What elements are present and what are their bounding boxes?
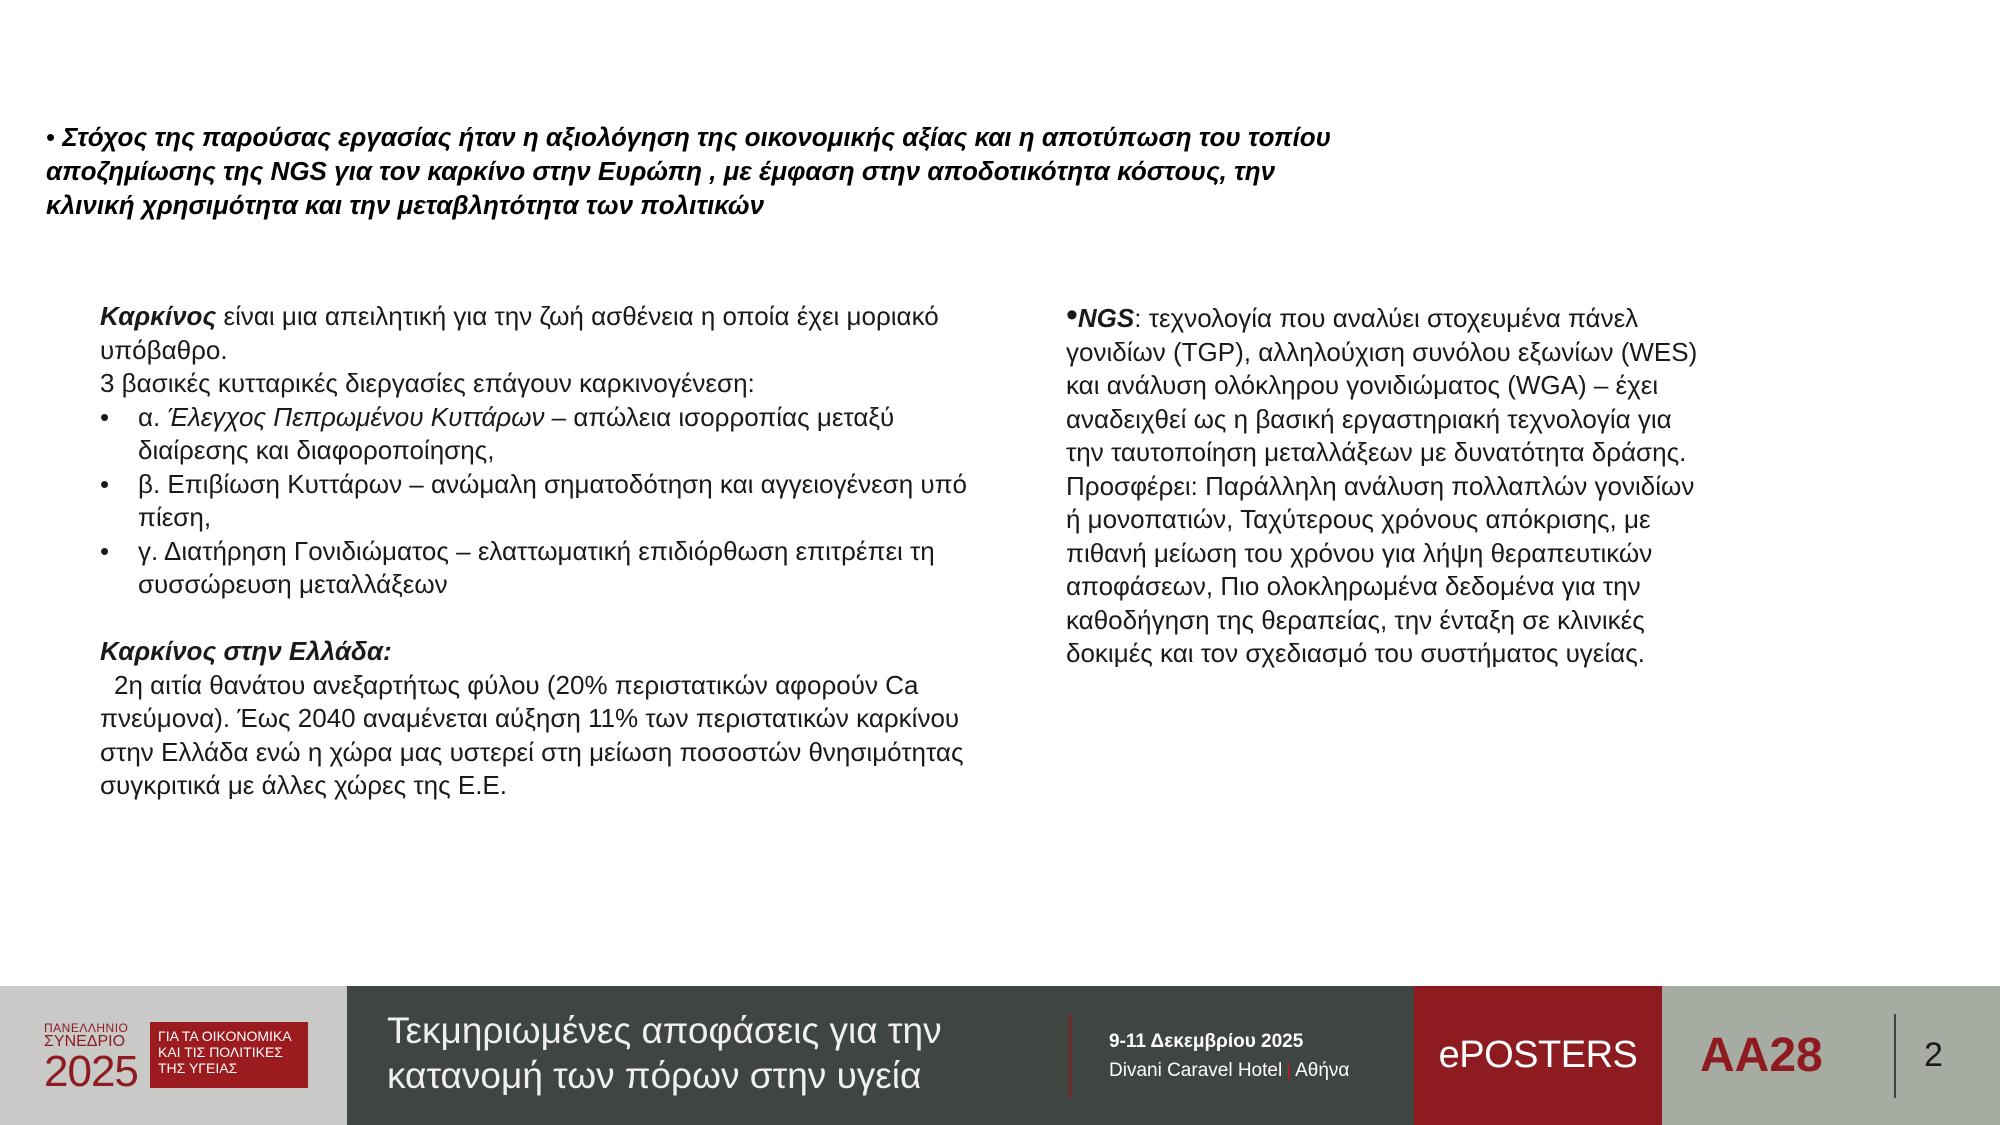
logo-line2: ΣΥΝΕΔΡΙΟ xyxy=(44,1033,126,1050)
list-item: • γ. Διατήρηση Γονιδιώματος – ελαττωματική επιδιόρθωση επιτρέπει τη συσσώρευση μεταλλάξεων xyxy=(100,535,935,599)
logo-year: 2025 xyxy=(44,1047,138,1096)
cancer-term: Καρκίνος xyxy=(100,301,217,331)
conference-dates: 9-11 Δεκεμβρίου 2025 xyxy=(1109,1031,1304,1052)
cancer-intro-text: είναι μια απειλητική για την ζωή ασθένεια η οποία έχει μοριακό υπόβαθρο. xyxy=(100,301,939,365)
list-item: • α. Έλεγχος Πεπρωμένου Κυττάρων – απώλεια ισορροπίας μεταξύ διαίρεσης και διαφοροποίησης, xyxy=(100,401,895,465)
item1-italic: Έλεγχος Πεπρωμένου Κυττάρων xyxy=(167,401,545,432)
processes-intro: 3 βασικές κυτταρικές διεργασίες επάγουν καρκινογένεση: xyxy=(100,368,755,398)
footer-bar xyxy=(0,986,2000,1125)
poster-code: AA28 xyxy=(1700,1029,1823,1082)
divider xyxy=(1894,1014,1896,1098)
divider xyxy=(1069,1014,1071,1098)
bullet-icon: • xyxy=(1066,296,1078,334)
eposters-label: ePOSTERS xyxy=(1414,986,1662,1125)
ngs-text: : τεχνολογία που αναλύει στοχευμένα πάνελ γονιδίων (TGP), αλληλούχιση συνόλου εξωνίων (WES) και ανάλυση ολόκληρου γονιδιώματος (WGA) – έχει αναδειχθεί ως η βασική εργαστηριακή τεχνολογία για την ταυτοποίηση μεταλλάξεων με δυνατότητα δράσης. Προσφέρει: Παράλληλη ανάλυση πολλαπλών γονιδίων ή μονοπατιών, Ταχύτερους χρόνους απόκρισης, με πιθανή μείωση του χρόνου για λήψη θεραπευτικών αποφάσεων, Πιο ολοκληρωμένα δεδομένα για την καθοδήγηση της θεραπείας, την ένταξη σε κλινικές δοκιμές και τον σχεδιασμό του συστήματος υγείας. xyxy=(1066,303,1698,668)
conference-logo xyxy=(0,986,347,1125)
poster-code-panel xyxy=(1662,986,2000,1125)
conference-title: Τεκμηριωμένες αποφάσεις για την κατανομή των πόρων στην υγεία xyxy=(387,1010,942,1096)
ngs-term: NGS xyxy=(1077,303,1135,333)
logo-box: ΓΙΑ ΤΑ ΟΙΚΟΝΟΜΙΚΑ ΚΑΙ ΤΙΣ ΠΟΛΙΤΙΚΕΣ ΤΗΣ ΥΓΕΙΑΣ xyxy=(150,1022,308,1088)
processes-list xyxy=(100,401,980,602)
right-column xyxy=(1066,296,1706,671)
bullet-icon: • xyxy=(100,401,110,432)
greece-heading: Καρκίνος στην Ελλάδα: xyxy=(100,636,392,666)
conference-title-panel xyxy=(347,986,1414,1125)
bullet-icon: • xyxy=(100,535,110,566)
logo-line1: ΠΑΝΕΛΛΗΝΙΟ xyxy=(44,1021,129,1035)
page-number: 2 xyxy=(1924,1036,1943,1074)
greece-text: 2η αιτία θανάτου ανεξαρτήτως φύλου (20% περιστατικών αφορούν Ca πνεύμονα). Έως 2040 αναμένεται αύξηση 11% των περιστατικών καρκίνου στην Ελλάδα ενώ η χώρα μας υστερεί στη μείωση ποσοστών θνησιμότητας συγκριτικά με άλλες χώρες της Ε.Ε. xyxy=(100,669,964,800)
left-column xyxy=(100,300,980,803)
objective-body: Στόχος της παρούσας εργασίας ήταν η αξιολόγηση της οικονομικής αξίας και η αποτύπωση του τοπίου αποζημίωσης της NGS για τον καρκίνο στην Ευρώπη , με έμφαση στην αποδοτικότητα κόστους, την κλινική χρησιμότητα και την μεταβλητότητα των πολιτικών xyxy=(46,122,1332,220)
conference-venue: Divani Caravel Hotel | Αθήνα xyxy=(1109,1060,1350,1081)
objective-text xyxy=(46,120,1336,222)
bullet-icon: • xyxy=(100,468,110,499)
objective-bullet: • xyxy=(46,122,56,152)
cancer-intro xyxy=(100,300,980,367)
list-item: • β. Επιβίωση Κυττάρων – ανώμαλη σηματοδότηση και αγγειογένεση υπό πίεση, xyxy=(100,468,968,532)
